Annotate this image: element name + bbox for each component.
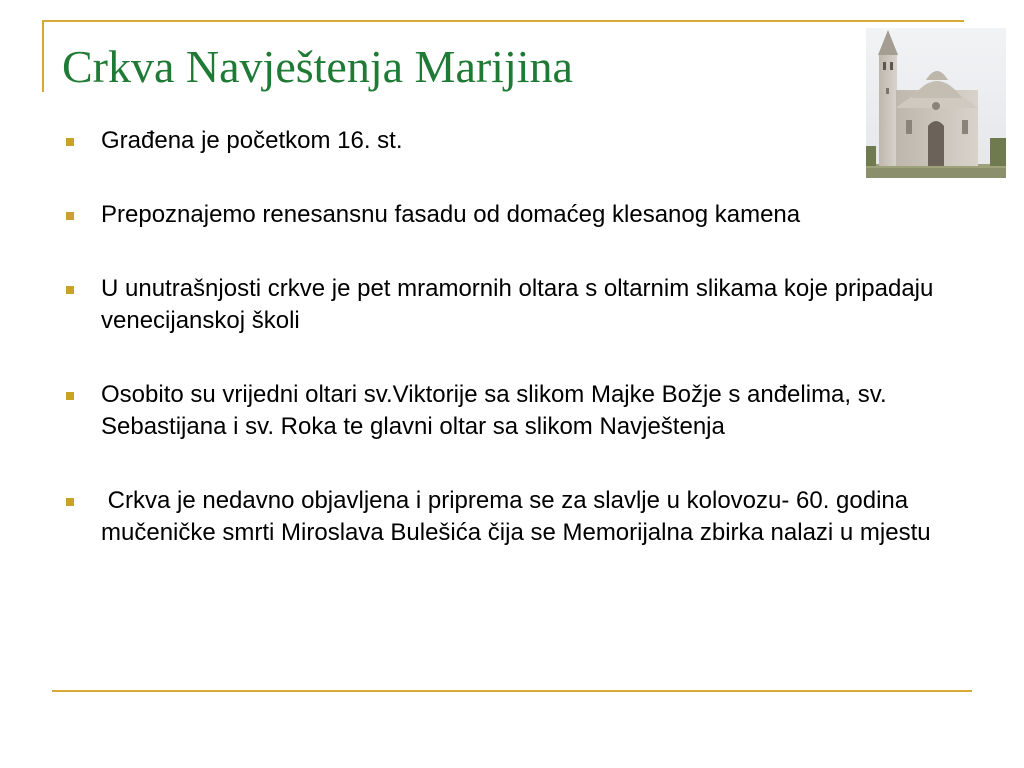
bullet-list bbox=[62, 125, 952, 591]
frame-bottom-line bbox=[52, 690, 972, 692]
frame-top-line bbox=[42, 20, 964, 22]
square-bullet-icon bbox=[66, 286, 74, 294]
square-bullet-icon bbox=[66, 392, 74, 400]
bullet-item bbox=[62, 199, 952, 231]
bullet-text: U unutrašnjosti crkve je pet mramornih oltara s oltarnim slikama koje pripadaju venecijanskoj školi bbox=[101, 275, 934, 334]
bullet-text: Građena je početkom 16. st. bbox=[101, 127, 403, 154]
square-bullet-icon bbox=[66, 212, 74, 220]
bullet-text: Crkva je nedavno objavljena i priprema se za slavlje u kolovozu- 60. godina mučeničke smrti Miroslava Bulešića čija se Memorijalna zbirka nalazi u mjestu bbox=[101, 487, 931, 546]
bullet-item bbox=[62, 485, 952, 549]
square-bullet-icon bbox=[66, 138, 74, 146]
bullet-item bbox=[62, 273, 952, 337]
bullet-text: Osobito su vrijedni oltari sv.Viktorije sa slikom Majke Božje s anđelima, sv. Sebastijana i sv. Roka te glavni oltar sa slikom Navještenja bbox=[101, 381, 887, 440]
square-bullet-icon bbox=[66, 498, 74, 506]
slide-title: Crkva Navještenja Marijina bbox=[62, 41, 573, 92]
bullet-text: Prepoznajemo renesansnu fasadu od domaćeg klesanog kamena bbox=[101, 201, 801, 228]
bullet-item bbox=[62, 379, 952, 443]
frame-left-line bbox=[42, 20, 44, 92]
bullet-item bbox=[62, 125, 952, 157]
